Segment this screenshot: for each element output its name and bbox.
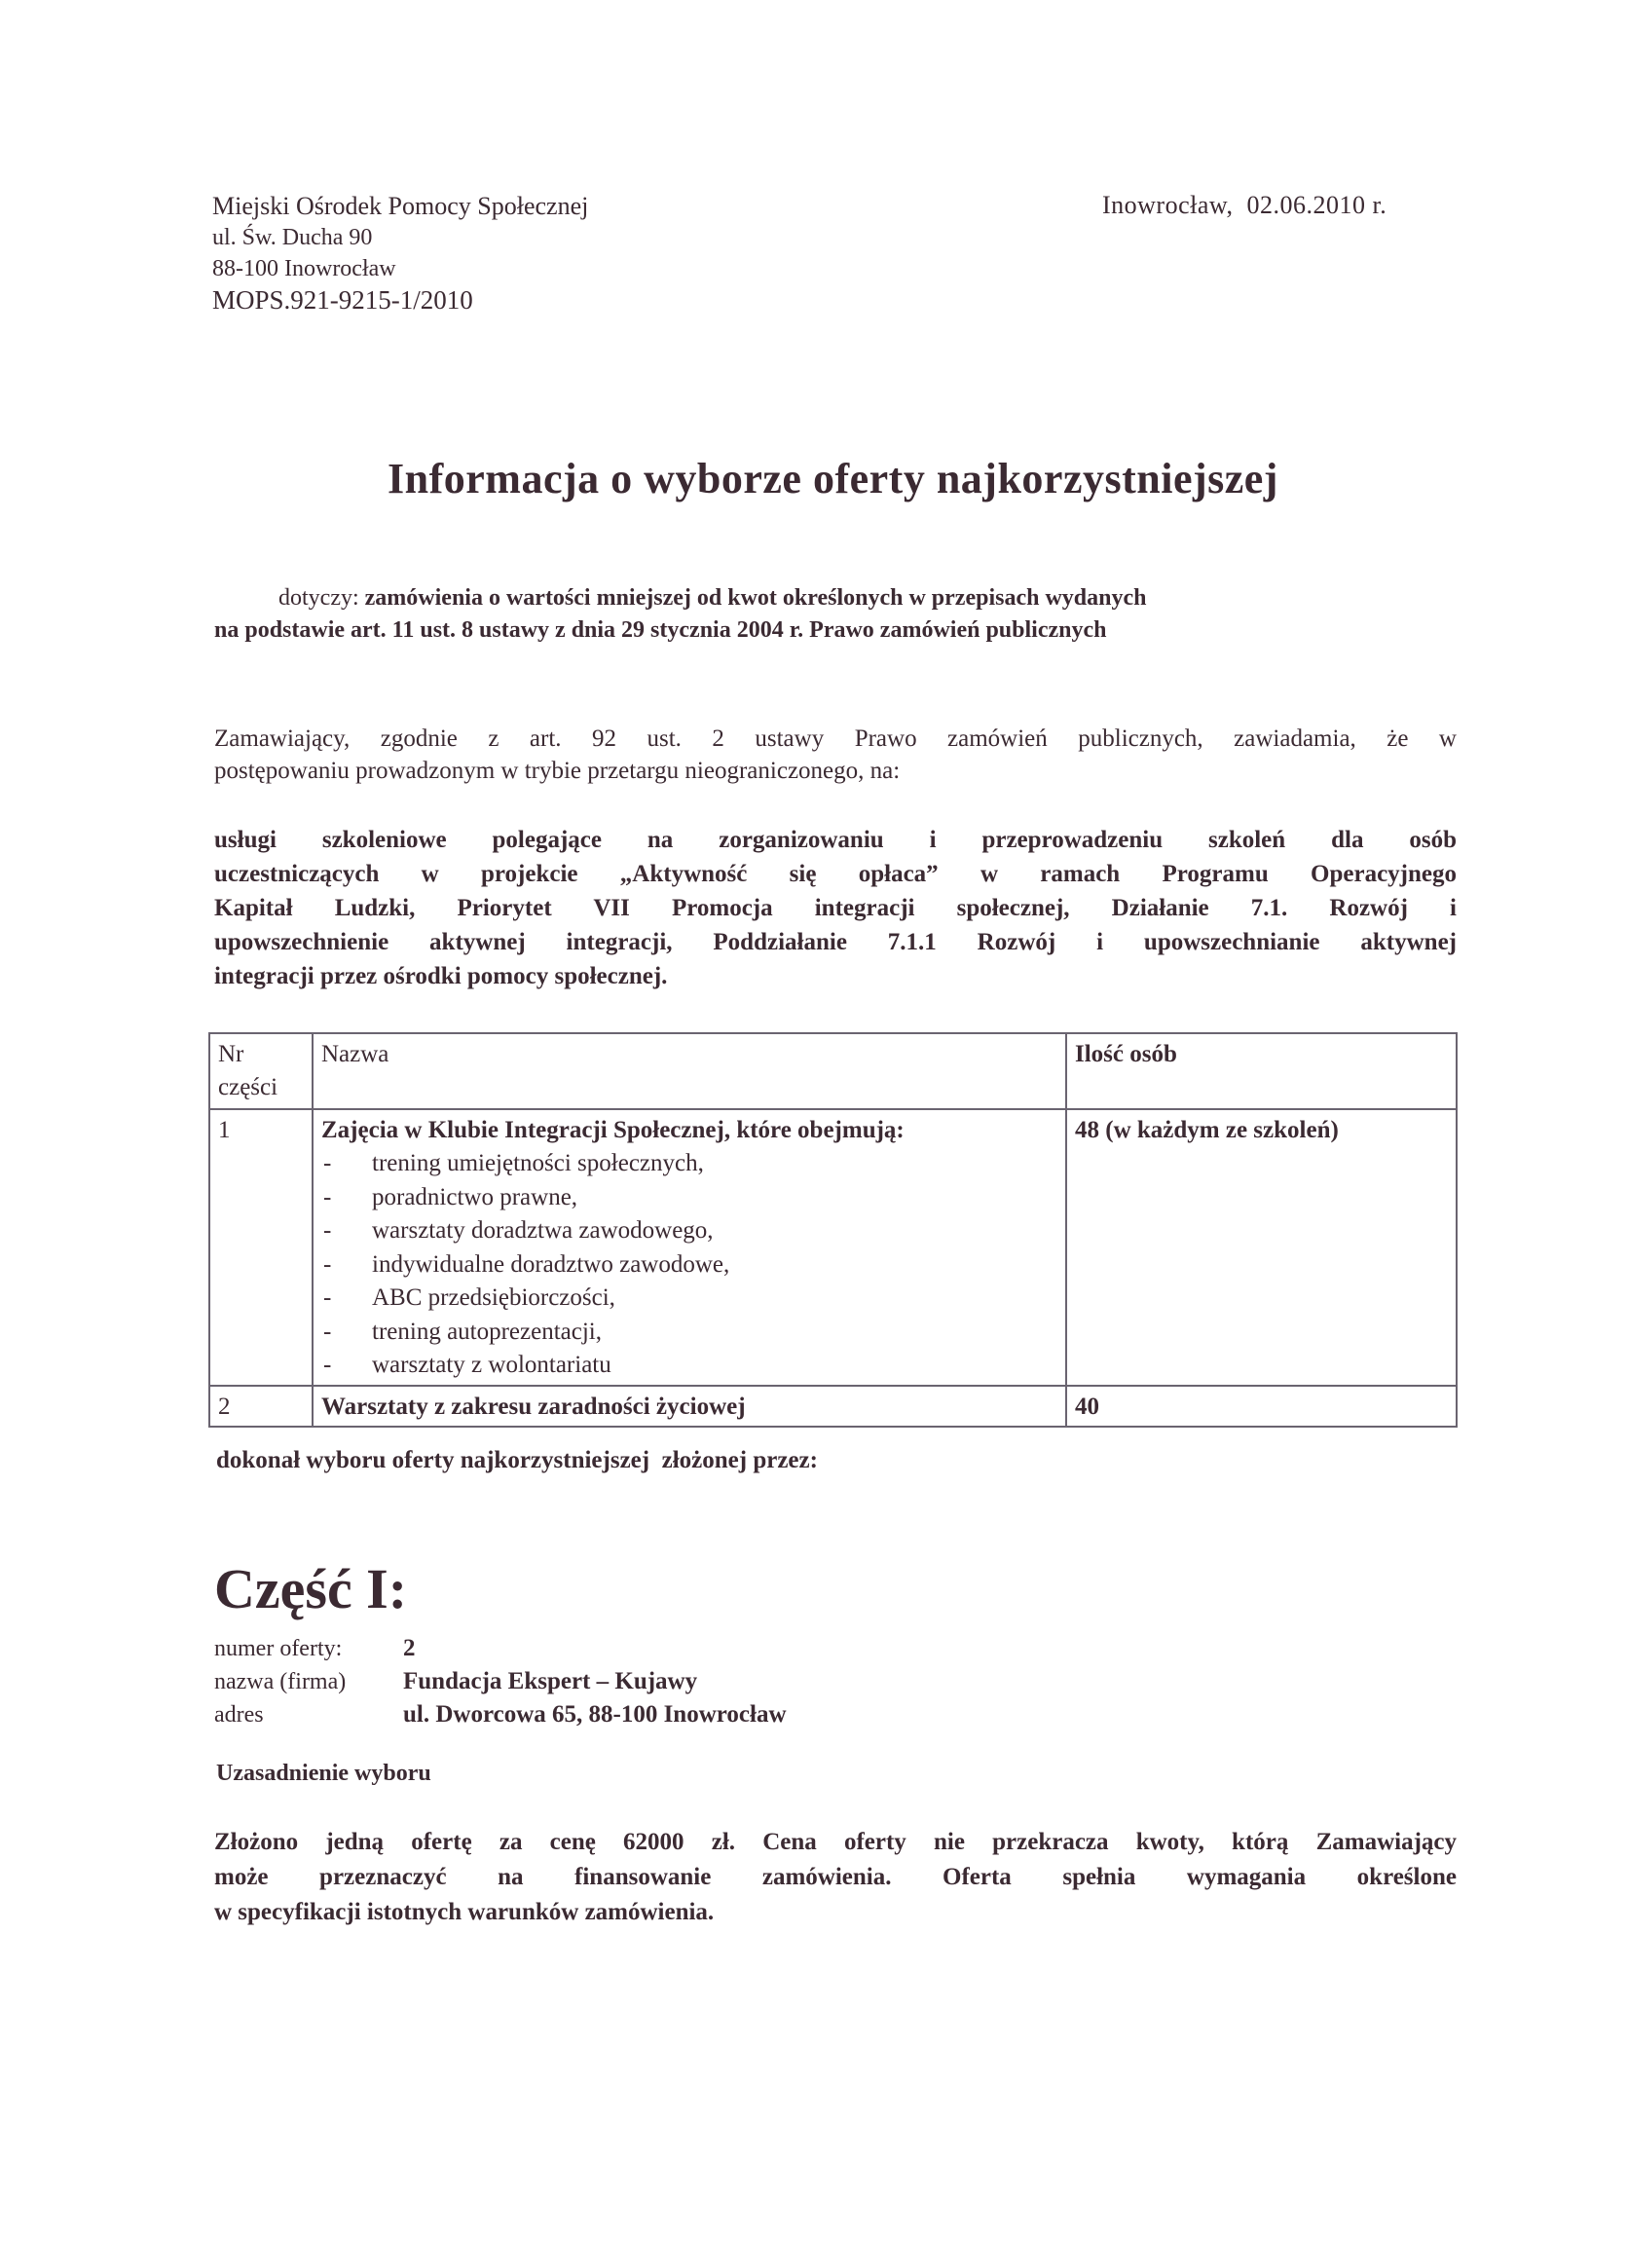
dash-bullet: - (323, 1183, 332, 1210)
cell-nr: 1 (209, 1109, 313, 1386)
offer-details (214, 1632, 787, 1731)
part-heading: Część I: (214, 1557, 408, 1620)
notice-line-1: Zamawiający, zgodnie z art. 92 ust. 2 ustawy Prawo zamówień publicznych, zawiadamia, że w (214, 725, 1457, 752)
offer-number-value: 2 (403, 1635, 416, 1661)
company-label: nazwa (firma) (214, 1669, 347, 1694)
subject-prefix: dotyczy: (278, 585, 359, 611)
scope-line: usługi szkoleniowe polegające na zorganizowaniu i przeprowadzeniu szkoleń dla osób (214, 827, 1457, 853)
justification-line: Złożono jedną ofertę za cenę 62000 zł. Cena oferty nie przekracza kwoty, którą Zamawiający (214, 1829, 1457, 1855)
header-name: Nazwa (313, 1033, 1066, 1109)
justification-paragraph (214, 1825, 1457, 1930)
scope-line: Kapitał Ludzki, Priorytet VII Promocja integracji społecznej, Działanie 7.1. Rozwój i (214, 895, 1457, 921)
list-item: - trening autoprezentacji, (321, 1316, 1057, 1350)
justification-title: Uzasadnienie wyboru (216, 1761, 431, 1786)
list-item: - indywidualne doradztwo zawodowe, (321, 1248, 1057, 1283)
parts-table (208, 1032, 1458, 1428)
list-item: - warsztaty doradztwa zawodowego, (321, 1214, 1057, 1248)
company-row (214, 1665, 787, 1698)
justification-line: może przeznaczyć na finansowanie zamówienia. Oferta spełnia wymagania określone (214, 1864, 1457, 1890)
scope-line: uczestniczących w projekcie „Aktywność się opłaca” w ramach Programu Operacyjnego (214, 861, 1457, 887)
dash-bullet: - (323, 1217, 332, 1244)
cell-count: 48 (w każdym ze szkoleń) (1066, 1109, 1457, 1386)
list-item: - trening umiejętności społecznych, (321, 1147, 1057, 1181)
scope-line: upowszechnienie aktywnej integracji, Poddziałanie 7.1.1 Rozwój i upowszechnianie aktywnej (214, 929, 1457, 955)
scope-line: integracji przez ośrodki pomocy społecznej. (214, 963, 668, 989)
dash-bullet: - (323, 1250, 332, 1278)
subject-line-1: zamówienia o wartości mniejszej od kwot określonych w przepisach wydanych (364, 585, 1147, 611)
dash-bullet: - (323, 1352, 332, 1378)
header-count: Ilość osób (1066, 1033, 1457, 1109)
row-title: Zajęcia w Klubie Integracji Społecznej, które obejmują: (321, 1117, 905, 1143)
notice-line-2: postępowaniu prowadzonym w trybie przetargu nieograniczonego, na: (214, 758, 901, 784)
list-item: - warsztaty z wolontariatu (321, 1349, 1057, 1383)
subject-block (214, 582, 1441, 647)
table-header-row (209, 1033, 1457, 1109)
dash-bullet: - (323, 1150, 332, 1176)
company-value: Fundacja Ekspert – Kujawy (403, 1668, 698, 1694)
activity-list (321, 1147, 1057, 1383)
address-row (214, 1698, 787, 1731)
cell-name: Warsztaty z zakresu zaradności życiowej (313, 1386, 1066, 1427)
document-title: Informacja o wyborze oferty najkorzystniejszej (388, 455, 1278, 502)
cell-nr: 2 (209, 1386, 313, 1427)
table-row (209, 1109, 1457, 1386)
notice-paragraph (214, 723, 1457, 787)
sender-street: ul. Św. Ducha 90 (212, 225, 373, 250)
sender-city: 88-100 Inowrocław (212, 256, 396, 281)
dash-bullet: - (323, 1318, 332, 1345)
scope-paragraph (214, 823, 1457, 993)
reference-number: MOPS.921-9215-1/2010 (212, 285, 473, 315)
cell-count: 40 (1066, 1386, 1457, 1427)
subject-line-2: na podstawie art. 11 ust. 8 ustawy z dnia 29 stycznia 2004 r. Prawo zamówień publicznych (214, 617, 1107, 643)
justification-line: w specyfikacji istotnych warunków zamówienia. (214, 1899, 715, 1925)
dash-bullet: - (323, 1284, 332, 1311)
place-date: Inowrocław, 02.06.2010 r. (1102, 191, 1387, 219)
offer-number-row (214, 1632, 787, 1665)
sender-name: Miejski Ośrodek Pomocy Społecznej (212, 192, 589, 220)
table-row (209, 1386, 1457, 1427)
list-item: - poradnictwo prawne, (321, 1181, 1057, 1215)
sender-block (212, 191, 588, 316)
cell-name (313, 1109, 1066, 1386)
header-nr: Nr części (209, 1033, 313, 1109)
address-label: adres (214, 1702, 264, 1728)
list-item: - ABC przedsiębiorczości, (321, 1282, 1057, 1316)
address-value: ul. Dworcowa 65, 88-100 Inowrocław (403, 1701, 787, 1728)
decision-statement: dokonał wyboru oferty najkorzystniejszej złożonej przez: (216, 1447, 818, 1473)
offer-number-label: numer oferty: (214, 1636, 343, 1661)
